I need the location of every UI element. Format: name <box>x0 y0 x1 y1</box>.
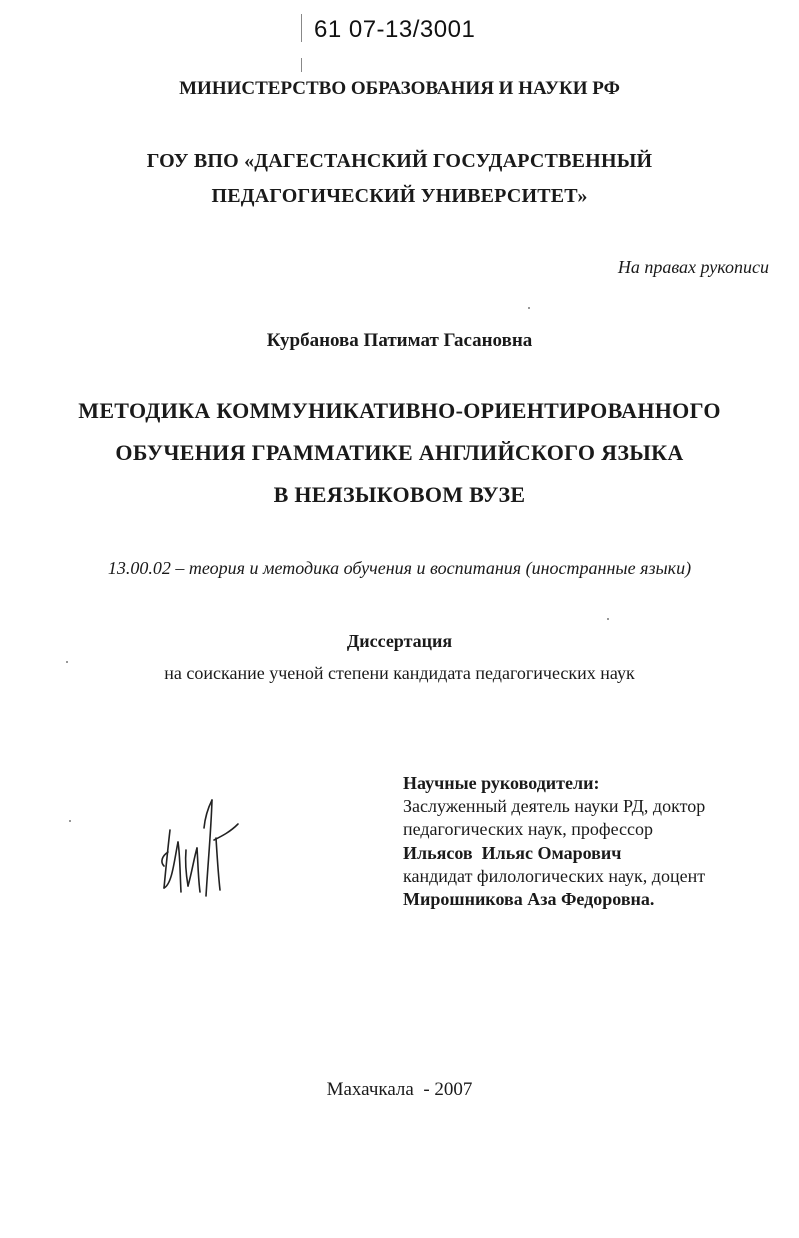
title-line-1: МЕТОДИКА КОММУНИКАТИВНО-ОРИЕНТИРОВАННОГО <box>78 398 721 423</box>
stamp-tick-top <box>301 14 302 42</box>
signature-image <box>150 792 250 902</box>
supervisors-heading: Научные руководители: <box>403 773 600 793</box>
university-line-1: ГОУ ВПО «ДАГЕСТАНСКИЙ ГОСУДАРСТВЕННЫЙ <box>146 150 653 172</box>
catalog-number: 61 07-13/3001 <box>314 16 476 43</box>
stamp-tick-bottom <box>301 58 302 72</box>
manuscript-rights-note: На правах рукописи <box>617 257 769 277</box>
author-name: Курбанова Патимат Гасановна <box>266 330 533 351</box>
supervisor-1-title-a: Заслуженный деятель науки РД, доктор <box>403 796 706 816</box>
supervisor-2-name: Мирошникова Аза Федоровна. <box>403 889 655 909</box>
specialty-code: 13.00.02 – теория и методика обучения и воспитания (иностранные языки) <box>107 558 692 578</box>
scan-speck <box>528 307 530 309</box>
ministry-heading: МИНИСТЕРСТВО ОБРАЗОВАНИЯ И НАУКИ РФ <box>179 78 620 99</box>
supervisor-2-title: кандидат филологических наук, доцент <box>403 866 706 886</box>
scan-speck <box>69 820 71 822</box>
scan-speck <box>607 618 609 620</box>
title-line-3: В НЕЯЗЫКОВОМ ВУЗЕ <box>273 482 526 507</box>
title-line-2: ОБУЧЕНИЯ ГРАММАТИКЕ АНГЛИЙСКОГО ЯЗЫКА <box>115 440 684 465</box>
city-and-year: Махачкала - 2007 <box>326 1079 473 1100</box>
scan-speck <box>66 661 68 663</box>
dissertation-label: Диссертация <box>346 631 453 651</box>
supervisor-1-title-b: педагогических наук, профессор <box>403 819 654 839</box>
university-line-2: ПЕДАГОГИЧЕСКИЙ УНИВЕРСИТЕТ» <box>211 185 588 207</box>
supervisor-1-name: Ильясов Ильяс Омарович <box>403 843 622 863</box>
degree-statement: на соискание ученой степени кандидата педагогических наук <box>164 663 635 683</box>
